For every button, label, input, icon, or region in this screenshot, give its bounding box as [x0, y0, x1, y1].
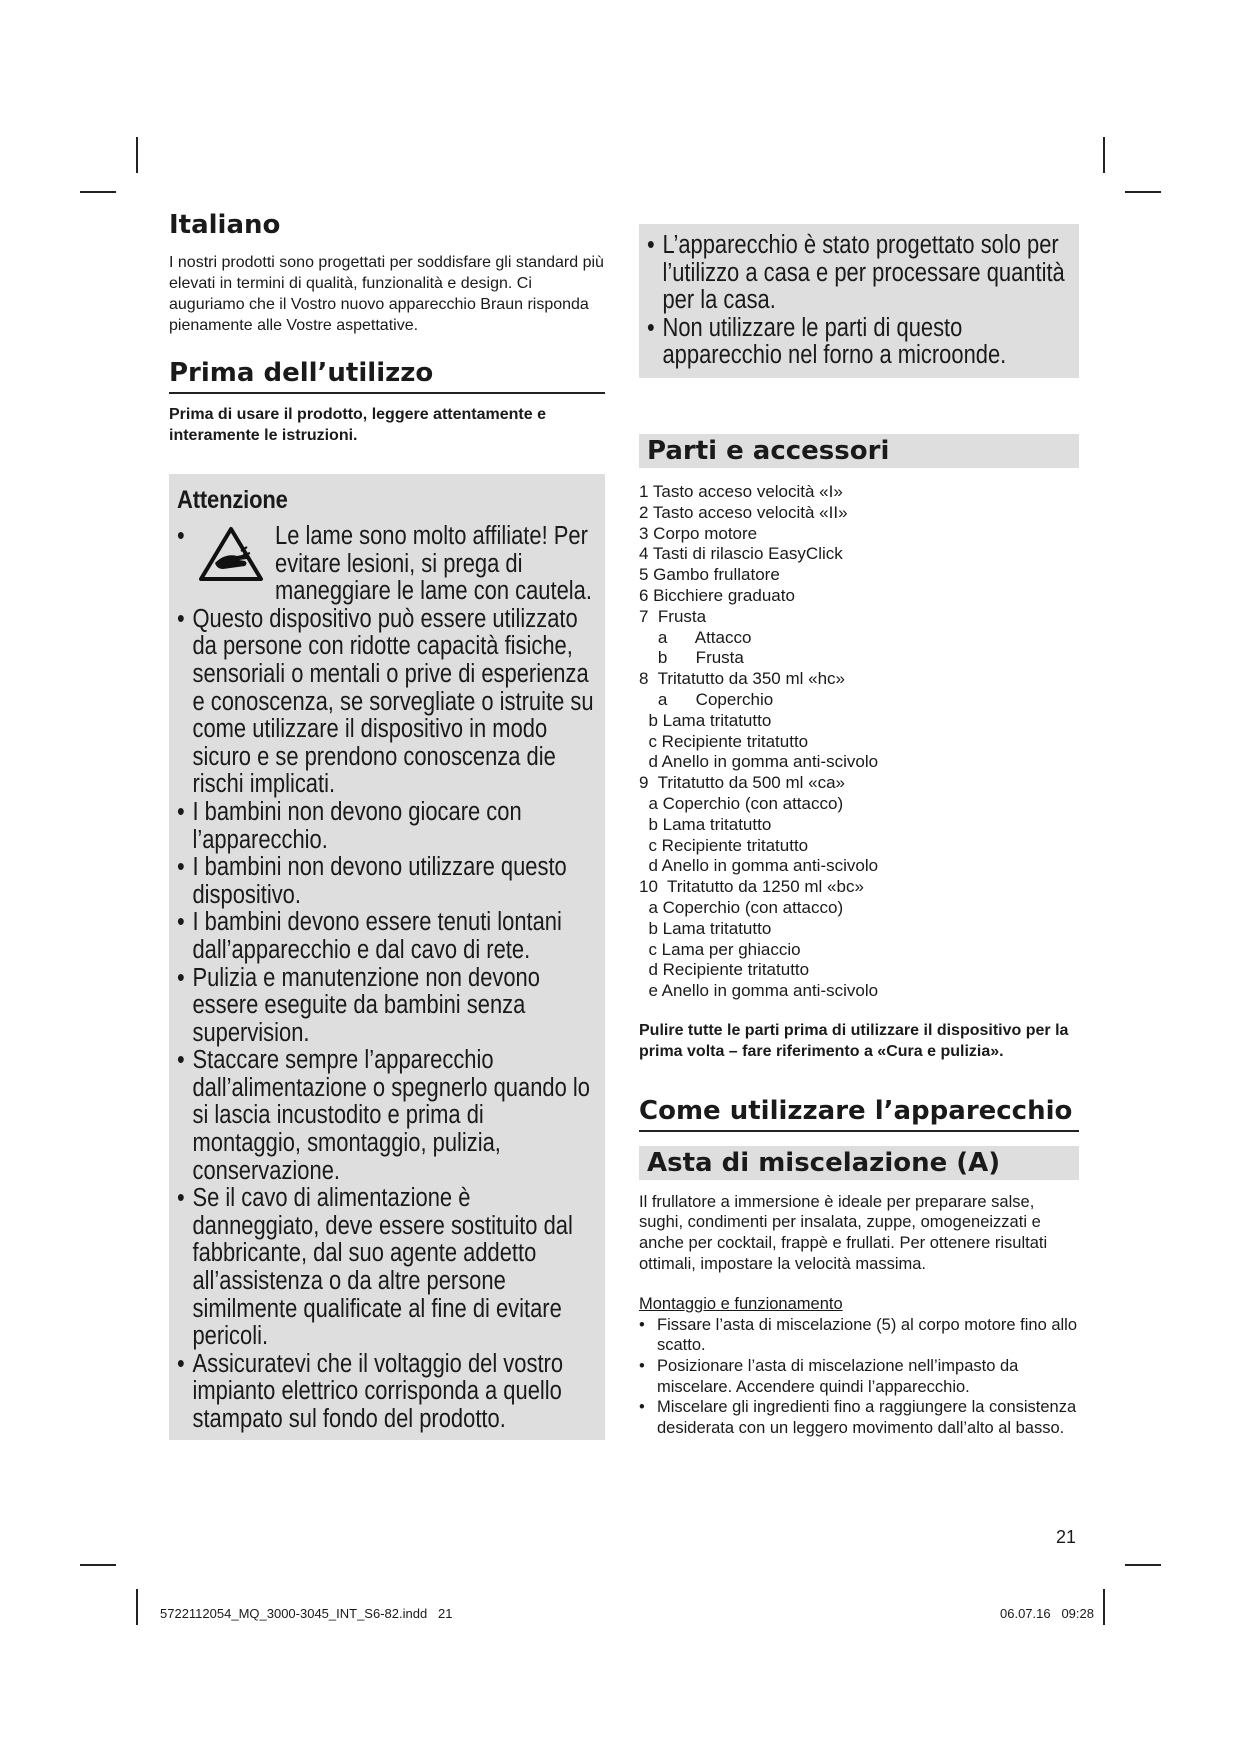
- parts-item: a Coperchio: [639, 689, 774, 709]
- parts-item: a Coperchio (con attacco): [639, 793, 844, 813]
- parts-item: 9 Tritatutto da 500 ml «ca»: [639, 773, 846, 793]
- warning-heading: Attenzione: [177, 486, 288, 514]
- parts-item: b Frusta: [639, 648, 744, 668]
- parts-item: b Lama tritatutto: [639, 918, 772, 938]
- crop-mark: [80, 191, 116, 193]
- before-use-text: Prima di usare il prodotto, leggere attentamente e interamente le istruzioni.: [169, 406, 546, 444]
- parts-item: 6 Bicchiere graduato: [639, 585, 795, 605]
- warning-item: • Staccare sempre l’apparecchio dall’alimentazione o spegnerlo quando lo si lascia incustodito e prima di montaggio, smontaggio, pulizia, conservazione.: [177, 1046, 590, 1185]
- crop-mark: [136, 137, 138, 173]
- parts-item: 4 Tasti di rilascio EasyClick: [639, 544, 843, 564]
- assembly-step: • Posizionare l’asta di miscelazione nell’impasto da miscelare. Accendere quindi l’apparecchio.: [639, 1357, 1019, 1396]
- how-to-heading: Come utilizzare l’apparecchio: [639, 1096, 1079, 1132]
- warning-blades-text: Le lame sono molto affiliate! Per evitare lesioni, si prega di maneggiare le lame con cautela.: [275, 523, 592, 606]
- left-column: [169, 210, 605, 1440]
- crop-mark: [1103, 1589, 1105, 1625]
- assembly-step: • Fissare l’asta di miscelazione (5) al corpo motore fino allo scatto.: [639, 1315, 1078, 1355]
- assembly-step: • Miscelare gli ingredienti fino a raggiungere la consistenza desiderata con un leggero movimento dall’alto al basso.: [639, 1398, 1077, 1437]
- crop-mark: [1103, 137, 1105, 173]
- parts-item: 8 Tritatutto da 350 ml «hc»: [639, 669, 846, 689]
- crop-mark: [136, 1589, 138, 1625]
- parts-item: 10 Tritatutto da 1250 ml «bc»: [639, 877, 864, 897]
- warning-item: • Questo dispositivo può essere utilizzato da persone con ridotte capacità fisiche, sensoriali o mentali o prive di esperienza e conoscenza, se sorvegliate o istruite su come utilizzare il dispositivo in modo sicuro e se prendono conoscenza die rischi implicati.: [177, 604, 594, 799]
- parts-item: 3 Corpo motore: [639, 523, 758, 543]
- parts-item: 7 Frusta: [639, 606, 707, 626]
- footer-date: 06.07.16 09:28: [1000, 1606, 1094, 1621]
- clean-note: Pulire tutte le parti prima di utilizzare il dispositivo per la prima volta – fare riferimento a «Cura e pulizia».: [639, 1021, 1069, 1060]
- parts-item: d Recipiente tritatutto: [639, 960, 810, 980]
- assembly-steps: [639, 1315, 1079, 1439]
- parts-item: a Attacco: [639, 627, 752, 647]
- parts-list: [639, 482, 1079, 1002]
- parts-item: b Lama tritatutto: [639, 710, 772, 730]
- language-title: Italiano: [169, 210, 281, 240]
- parts-item: c Recipiente tritatutto: [639, 731, 809, 751]
- parts-heading: Parti e accessori: [647, 435, 890, 466]
- crop-mark: [1125, 191, 1161, 193]
- crop-mark: [80, 1564, 116, 1566]
- parts-item: 1 Tasto acceso velocità «I»: [639, 481, 843, 501]
- parts-heading-bar: [639, 434, 1079, 468]
- parts-item: b Lama tritatutto: [639, 814, 772, 834]
- right-column: [639, 218, 1079, 1438]
- hand-warning-icon: [195, 523, 275, 606]
- usage-note: • Non utilizzare le parti di questo apparecchio nel forno a microonde.: [647, 313, 1007, 370]
- parts-item: d Anello in gomma anti-scivolo: [639, 752, 879, 772]
- bullet: •: [177, 522, 185, 550]
- page-number: 21: [1056, 1527, 1077, 1547]
- parts-item: d Anello in gomma anti-scivolo: [639, 856, 879, 876]
- usage-notes-box: [639, 224, 1079, 378]
- parts-item: c Lama per ghiaccio: [639, 939, 801, 959]
- parts-item: c Recipiente tritatutto: [639, 835, 809, 855]
- warning-first-item: [177, 523, 595, 606]
- parts-item: 2 Tasto acceso velocità «II»: [639, 502, 848, 522]
- blender-heading-bar: [639, 1146, 1079, 1180]
- warning-item: • I bambini non devono utilizzare questo dispositivo.: [177, 853, 567, 909]
- assembly-heading: Montaggio e funzionamento: [639, 1295, 843, 1314]
- warning-item: • I bambini devono essere tenuti lontani dall’apparecchio e dal cavo di rete.: [177, 908, 562, 964]
- warning-box: [169, 474, 605, 1440]
- parts-item: a Coperchio (con attacco): [639, 897, 844, 917]
- parts-item: e Anello in gomma anti-scivolo: [639, 981, 879, 1001]
- intro-paragraph: I nostri prodotti sono progettati per soddisfare gli standard più elevati in termini di qualità, funzionalità e design. Ci auguriamo che il Vostro nuovo apparecchio Braun risponda pienamente alle Vostre aspettative.: [169, 254, 604, 334]
- blender-text: Il frullatore a immersione è ideale per preparare salse, sughi, condimenti per insalata, zuppe, omogeneizzati e anche per cocktail, frappè e frullati. Per ottenere risultati ottimali, impostare la velocità massima.: [639, 1192, 1048, 1273]
- warning-item: • Assicuratevi che il voltaggio del vostro impianto elettrico corrisponda a quello stampato sul fondo del prodotto.: [177, 1349, 564, 1433]
- usage-note: • L’apparecchio è stato progettato solo per l’utilizzo a casa e per processare quantità per la casa.: [647, 231, 1065, 315]
- warning-list: [177, 606, 595, 1434]
- warning-item: • Se il cavo di alimentazione è danneggiato, deve essere sostituito dal fabbricante, dal suo agente addetto all’assistenza o da altre persone similmente qualificate al fine di evitare pericoli.: [177, 1184, 573, 1351]
- crop-mark: [1125, 1564, 1161, 1566]
- footer-file: 5722112054_MQ_3000-3045_INT_S6-82.indd 21: [160, 1606, 453, 1621]
- warning-item: • Pulizia e manutenzione non devono essere eseguite da bambini senza supervision.: [177, 963, 540, 1047]
- parts-item: 5 Gambo frullatore: [639, 565, 780, 585]
- before-use-heading: Prima dell’utilizzo: [169, 358, 605, 394]
- blender-heading: Asta di miscelazione (A): [647, 1147, 1001, 1178]
- warning-item: • I bambini non devono giocare con l’apparecchio.: [177, 797, 522, 854]
